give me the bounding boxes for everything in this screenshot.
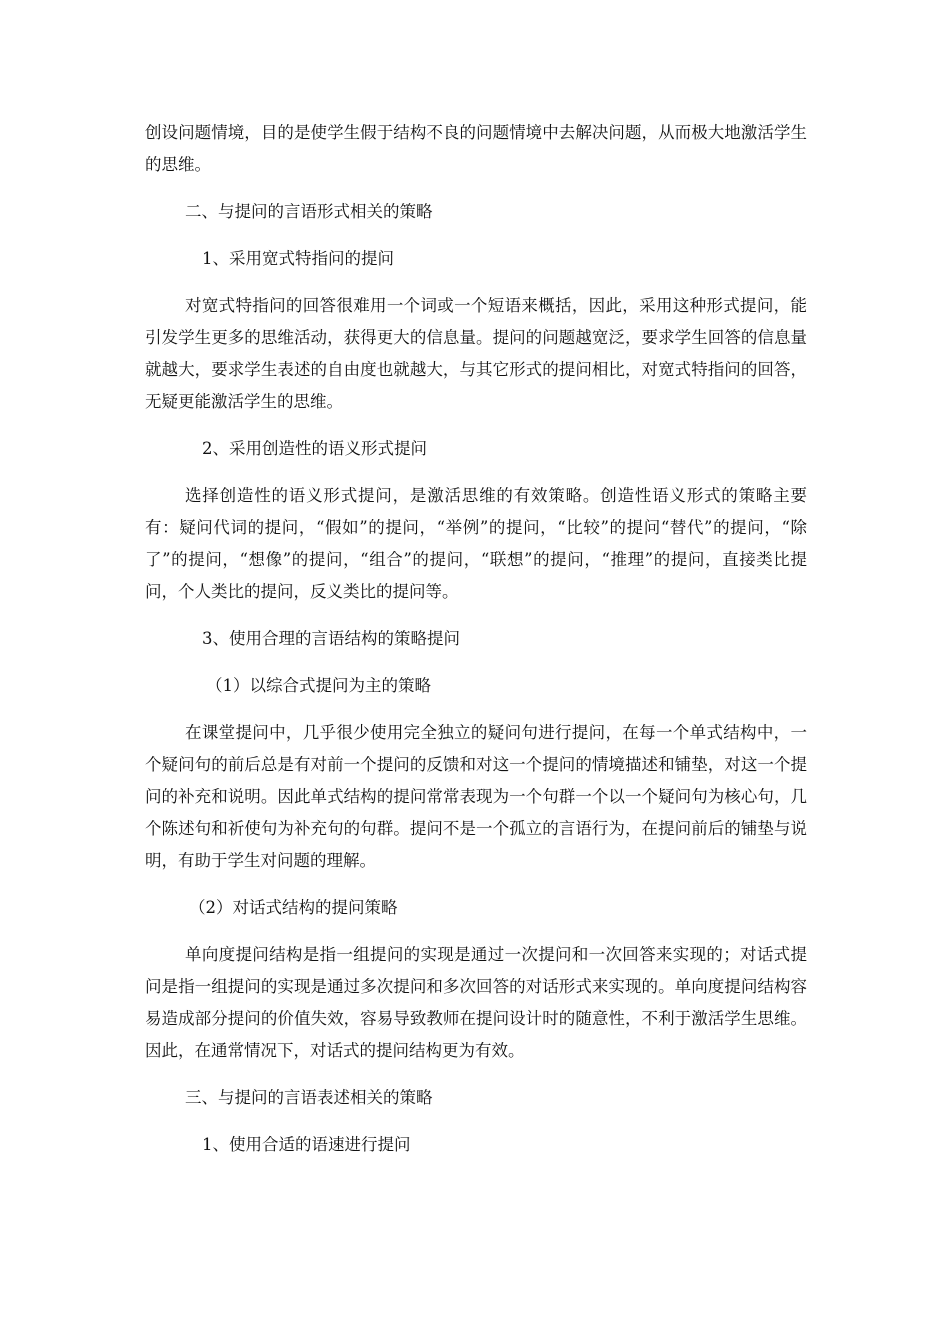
subheading-2-2: 2、采用创造性的语义形式提问 bbox=[202, 439, 427, 458]
subheading-2-1: 1、采用宽式特指问的提问 bbox=[202, 249, 394, 268]
section-heading-2: 二、与提问的言语形式相关的策略 bbox=[185, 202, 433, 221]
paragraph-2-1: 对宽式特指问的回答很难用一个词或一个短语来概括，因此，采用这种形式提问，能引发学生更多的思维活动，获得更大的信息量。提问的问题越宽泛，要求学生回答的信息量就越大，要求学生表述的自由度也就越大，与其它形式的提问相比，对宽式特指问的回答，无疑更能激活学生的思维。 bbox=[145, 296, 807, 411]
subheading-3-1: 1、使用合适的语速进行提问 bbox=[202, 1135, 411, 1154]
subheading-2-3: 3、使用合理的言语结构的策略提问 bbox=[202, 629, 460, 648]
subheading-2-3-2: （2）对话式结构的提问策略 bbox=[189, 898, 398, 917]
paragraph-2-2: 选择创造性的语义形式提问，是激活思维的有效策略。创造性语义形式的策略主要有：疑问代词的提问，“假如”的提问，“举例”的提问，“比较”的提问“替代”的提问，“除了”的提问，“想像”的提问，“组合”的提问，“联想”的提问，“推理”的提问，直接类比提问，个人类比的提问，反义类比的提问等。 bbox=[145, 486, 807, 601]
paragraph-2-3-1: 在课堂提问中，几乎很少使用完全独立的疑问句进行提问，在每一个单式结构中，一个疑问句的前后总是有对前一个提问的反馈和对这一个提问的情境描述和铺垫，对这一个提问的补充和说明。因此单式结构的提问常常表现为一个句群一个以一个疑问句为核心句，几个陈述句和祈使句为补充句的句群。提问不是一个孤立的言语行为，在提问前后的铺垫与说明，有助于学生对问题的理解。 bbox=[145, 723, 807, 870]
paragraph-2-3-2: 单向度提问结构是指一组提问的实现是通过一次提问和一次回答来实现的；对话式提问是指一组提问的实现是通过多次提问和多次回答的对话形式来实现的。单向度提问结构容易造成部分提问的价值失效，容易导致教师在提问设计时的随意性，不利于激活学生思维。因此，在通常情况下，对话式的提问结构更为有效。 bbox=[145, 945, 807, 1060]
subheading-2-3-1: （1）以综合式提问为主的策略 bbox=[206, 676, 431, 695]
intro-paragraph: 创设问题情境，目的是使学生假于结构不良的问题情境中去解决问题，从而极大地激活学生的思维。 bbox=[145, 123, 807, 174]
section-heading-3: 三、与提问的言语表述相关的策略 bbox=[185, 1088, 433, 1107]
document-body bbox=[145, 117, 807, 1161]
